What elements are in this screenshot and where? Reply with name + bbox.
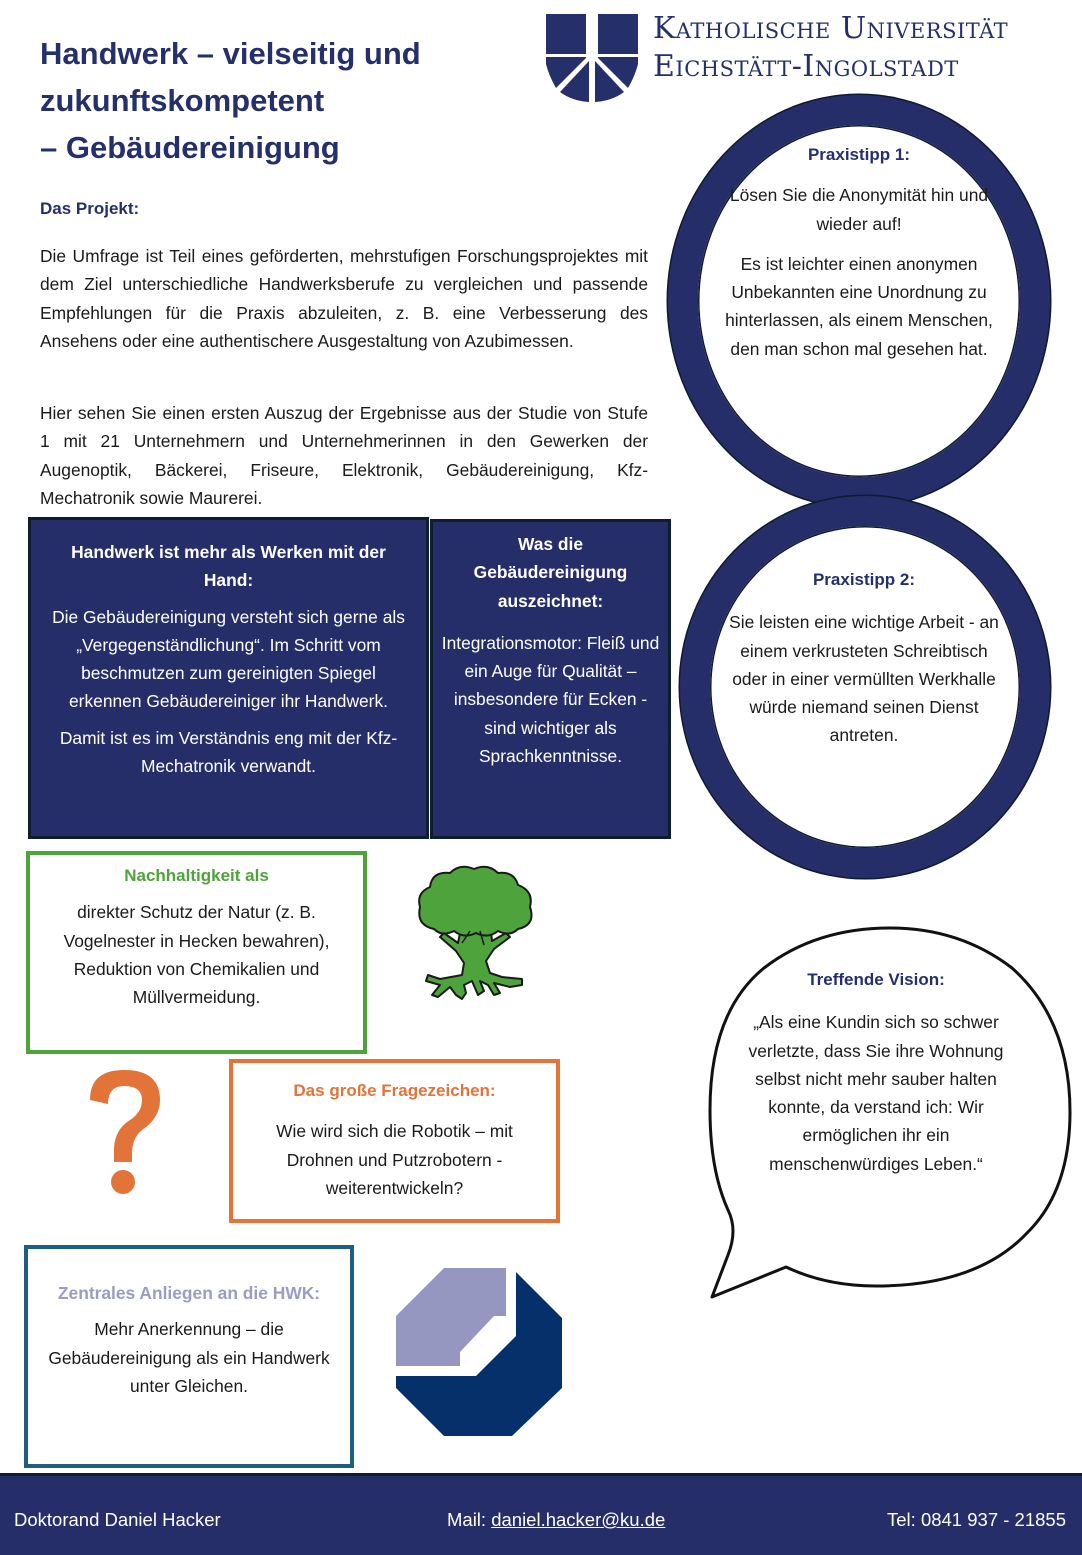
question-mark-icon xyxy=(80,1062,170,1202)
tip1-text-1: Lösen Sie die Anonymität hin und wieder auf! xyxy=(729,185,989,234)
page-title xyxy=(40,30,540,171)
footer xyxy=(0,1473,1082,1555)
tip1-heading: Praxistipp 1: xyxy=(807,145,911,164)
tree-icon xyxy=(414,863,538,1003)
tip2-text: Sie leisten eine wichtige Arbeit - an einem verkrusteten Schreibtisch oder in einer vermüllten Werkhalle würde niemand seinen Dienst antreten. xyxy=(729,612,999,746)
fragezeichen-box xyxy=(229,1059,560,1223)
title-line-1: Handwerk – vielseitig und xyxy=(40,36,421,71)
nachhaltigkeit-heading: Nachhaltigkeit als xyxy=(124,866,269,885)
nachhaltigkeit-text: direkter Schutz der Natur (z. B. Vogelnester in Hecken bewahren), Reduktion von Chemikalien und Müllvermeidung. xyxy=(63,902,330,1008)
university-name-line-1: Katholische Universität xyxy=(653,11,1009,46)
title-line-3: – Gebäudereinigung xyxy=(40,130,340,165)
fragezeichen-heading: Das große Fragezeichen: xyxy=(293,1081,496,1100)
vision-content xyxy=(745,966,1007,1178)
university-shield-logo xyxy=(546,14,638,102)
tip2-content xyxy=(725,566,1003,750)
vision-heading: Treffende Vision: xyxy=(807,970,945,989)
project-paragraph-2: Hier sehen Sie einen ersten Auszug der Ergebnisse aus der Studie von Stufe 1 mit 21 Unternehmern und Unternehmerinnen in den Gewerken der Augenoptik, Bäckerei, Friseure, Elektronik, Gebäudereinigung, Kfz-Mechatronik sowie Maurerei. xyxy=(40,403,648,508)
footer-name: Doktorand Daniel Hacker xyxy=(14,1509,221,1530)
footer-tel: Tel: 0841 937 - 21855 xyxy=(887,1509,1066,1530)
handwerk-text-1: Die Gebäudereinigung versteht sich gerne als „Vergegenständlichung“. Im Schritt vom beschmutzen zum gereinigten Spiegel erkennen Gebäudereiniger ihr Handwerk. xyxy=(52,606,405,712)
university-name-line-2: Eichstätt-Ingolstadt xyxy=(653,49,959,84)
university-name xyxy=(653,10,1073,86)
handwerk-heading: Handwerk ist mehr als Werken mit der Hand: xyxy=(71,542,386,591)
auszeichnung-text: Integrationsmotor: Fleiß und ein Auge für Qualität – insbesondere für Ecken - sind wichtiger als Sprachkenntnisse. xyxy=(441,632,660,767)
hwk-octagon-logo xyxy=(394,1266,564,1438)
hwk-text: Mehr Anerkennung – die Gebäudereinigung als ein Handwerk unter Gleichen. xyxy=(48,1319,330,1396)
footer-mail-label: Mail: xyxy=(447,1509,492,1530)
hwk-heading: Zentrales Anliegen an die HWK: xyxy=(57,1283,321,1303)
nachhaltigkeit-box xyxy=(26,851,367,1054)
tip1-text-2: Es ist leichter einen anonymen Unbekannten eine Unordnung zu hinterlassen, als einem Menschen, den man schon mal gesehen hat. xyxy=(725,253,993,359)
fragezeichen-text: Wie wird sich die Robotik – mit Drohnen und Putzrobotern - weiterentwickeln? xyxy=(276,1121,513,1198)
footer-mail-link[interactable]: daniel.hacker@ku.de xyxy=(491,1509,666,1530)
handwerk-box xyxy=(28,517,429,839)
auszeichnung-box xyxy=(430,519,671,839)
tip1-content xyxy=(720,141,998,363)
tip2-heading: Praxistipp 2: xyxy=(812,570,916,589)
title-line-2: zukunftskompetent xyxy=(40,83,325,118)
footer-mail xyxy=(447,1509,665,1531)
handwerk-text-2: Damit ist es im Verständnis eng mit der Kfz-Mechatronik verwandt. xyxy=(59,727,398,777)
hwk-box xyxy=(24,1245,354,1468)
auszeichnung-heading: Was die Gebäudereinigung auszeichnet: xyxy=(473,534,628,611)
project-heading: Das Projekt: xyxy=(40,199,140,218)
project-paragraph-1: Die Umfrage ist Teil eines geförderten, mehrstufigen Forschungsprojektes mit dem Ziel unterschiedliche Handwerksberufe zu vergleichen und passende Empfehlungen für die Praxis abzuleiten, z. B. eine Verbesserung des Ansehens oder eine authentischere Ausgestaltung von Azubimessen. xyxy=(40,246,648,351)
vision-text: „Als eine Kundin sich so schwer verletzte, dass Sie ihre Wohnung selbst nicht mehr sauber halten konnte, da verstand ich: Wir ermöglichen ihr ein menschenwürdiges Leben.“ xyxy=(748,1012,1004,1174)
